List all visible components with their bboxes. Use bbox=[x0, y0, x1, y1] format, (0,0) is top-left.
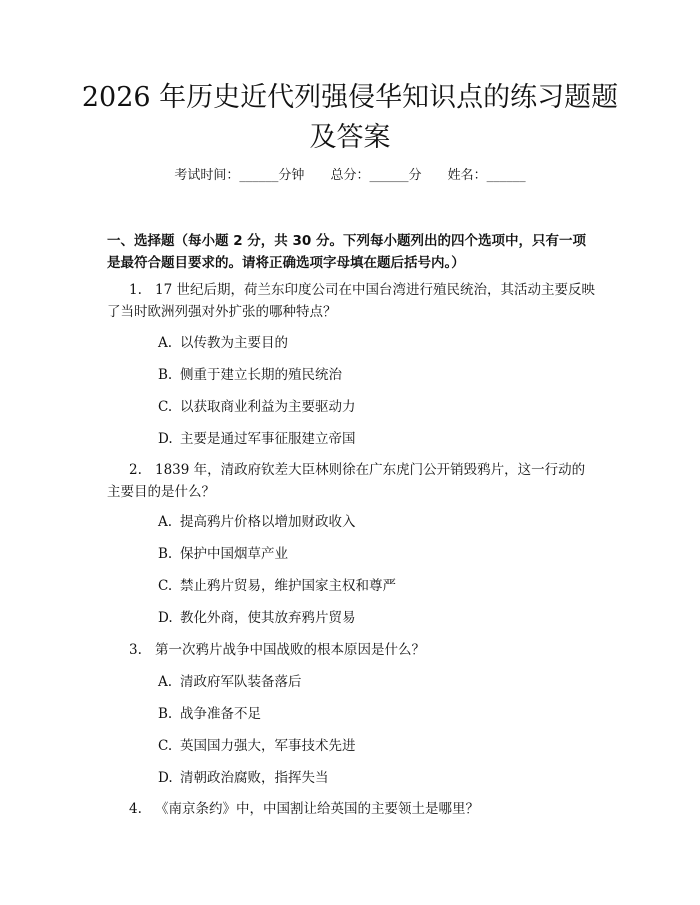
option-key: B. bbox=[158, 546, 173, 562]
option-text: 战争准备不足 bbox=[180, 706, 261, 722]
question-number: 3. bbox=[129, 642, 142, 658]
option-key: A. bbox=[158, 514, 173, 530]
question-1 bbox=[107, 279, 597, 323]
option-text: 清政府军队装备落后 bbox=[180, 674, 302, 690]
option bbox=[158, 608, 598, 628]
option-key: A. bbox=[158, 335, 173, 351]
option bbox=[158, 544, 598, 564]
document-title: 2026 年历史近代列强侵华知识点的练习题题及答案 bbox=[81, 82, 619, 153]
question-3 bbox=[107, 639, 597, 661]
option bbox=[158, 768, 598, 788]
exam-score: 总分：______分 bbox=[330, 168, 422, 183]
option-text: 英国国力强大，军事技术先进 bbox=[180, 738, 356, 754]
section-heading: 一、选择题（每小题 2 分，共 30 分。下列每小题列出的四个选项中，只有一项是最符合题目要求的。请将正确选项字母填在题后括号内。） bbox=[107, 233, 586, 271]
option-key: D. bbox=[158, 610, 173, 626]
option-text: 主要是通过军事征服建立帝国 bbox=[180, 431, 356, 447]
question-number: 4. bbox=[129, 801, 142, 817]
option bbox=[158, 429, 598, 449]
option-text: 以获取商业利益为主要驱动力 bbox=[180, 399, 356, 415]
option bbox=[158, 736, 598, 756]
option-text: 保护中国烟草产业 bbox=[180, 546, 288, 562]
option bbox=[158, 333, 598, 353]
exam-time: 考试时间：______分钟 bbox=[174, 168, 305, 183]
question-number: 1. bbox=[129, 282, 142, 298]
option bbox=[158, 512, 598, 532]
option-text: 教化外商，使其放弃鸦片贸易 bbox=[180, 610, 356, 626]
question-text: 《南京条约》中，中国割让给英国的主要领土是哪里？ bbox=[155, 801, 479, 817]
question-2 bbox=[107, 459, 597, 503]
option-text: 清朝政治腐败，指挥失当 bbox=[180, 770, 329, 786]
question-number: 2. bbox=[129, 462, 142, 478]
option-key: C. bbox=[158, 578, 173, 594]
exam-info bbox=[0, 166, 700, 186]
option-key: D. bbox=[158, 770, 173, 786]
option-text: 禁止鸦片贸易，维护国家主权和尊严 bbox=[180, 578, 396, 594]
question-text: 17 世纪后期，荷兰东印度公司在中国台湾进行殖民统治，其活动主要反映了当时欧洲列强对外扩张的哪种特点？ bbox=[107, 282, 595, 320]
option-key: A. bbox=[158, 674, 173, 690]
option-key: C. bbox=[158, 399, 173, 415]
option-key: B. bbox=[158, 367, 173, 383]
option-key: C. bbox=[158, 738, 173, 754]
option bbox=[158, 397, 598, 417]
option bbox=[158, 576, 598, 596]
exam-name: 姓名：______ bbox=[447, 168, 526, 183]
question-text: 第一次鸦片战争中国战败的根本原因是什么？ bbox=[155, 642, 425, 658]
question-4 bbox=[107, 798, 597, 820]
option bbox=[158, 672, 598, 692]
option bbox=[158, 365, 598, 385]
option-text: 以传教为主要目的 bbox=[180, 335, 288, 351]
option-text: 侧重于建立长期的殖民统治 bbox=[180, 367, 342, 383]
option-key: B. bbox=[158, 706, 173, 722]
option-key: D. bbox=[158, 431, 173, 447]
question-text: 1839 年，清政府钦差大臣林则徐在广东虎门公开销毁鸦片，这一行动的主要目的是什么？ bbox=[107, 462, 586, 500]
option bbox=[158, 704, 598, 724]
option-text: 提高鸦片价格以增加财政收入 bbox=[180, 514, 356, 530]
